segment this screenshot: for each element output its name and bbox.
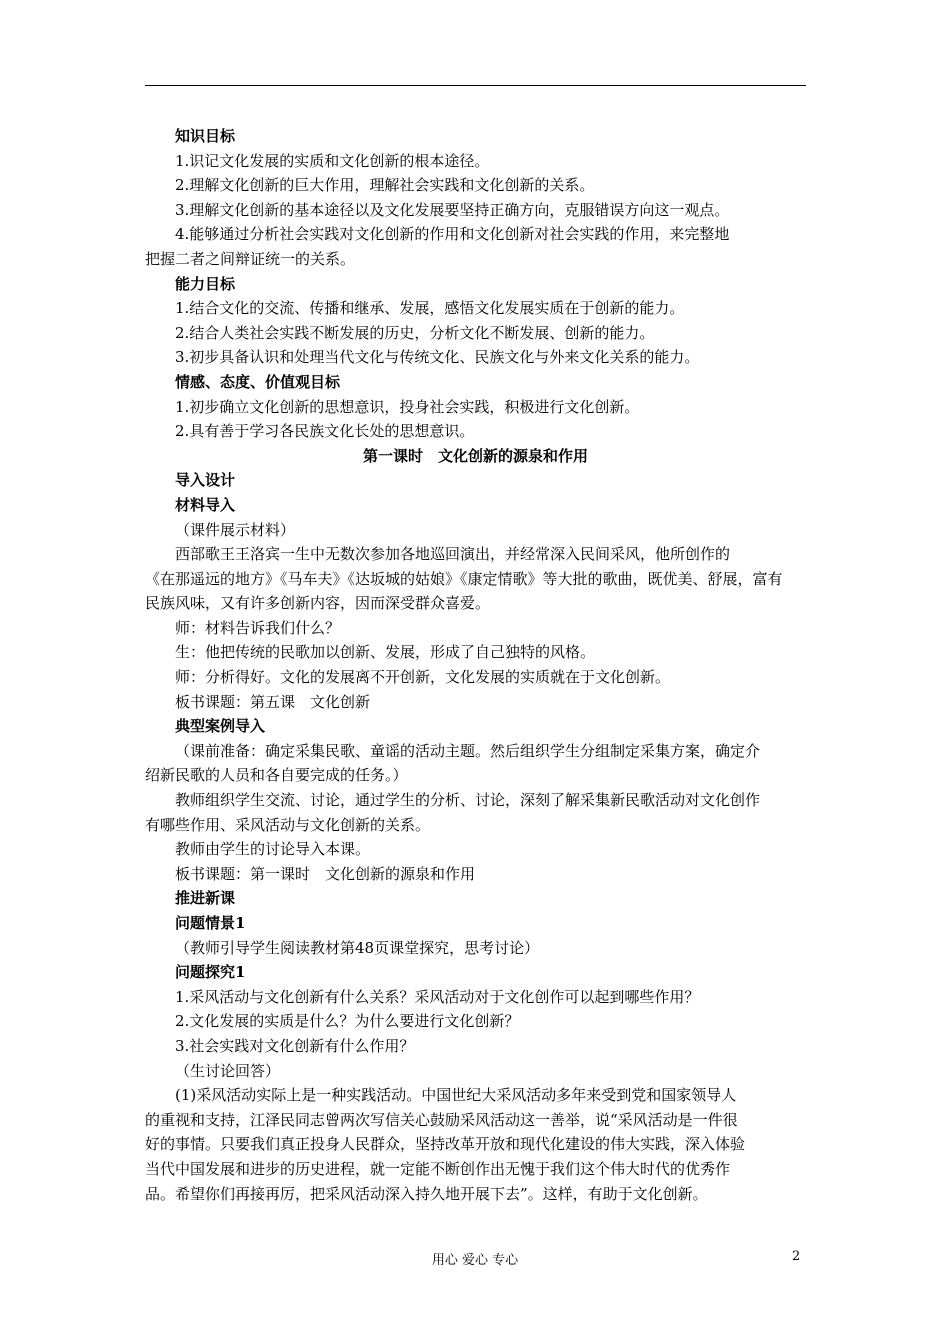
ability-item-3: 3.初步具备认识和处理当代文化与传统文化、民族文化与外来文化关系的能力。: [175, 348, 700, 367]
knowledge-item-1: 1.识记文化发展的实质和文化创新的根本途径。: [175, 151, 490, 170]
heading-material: 材料导入: [175, 495, 236, 514]
knowledge-item-2: 2.理解文化创新的巨大作用，理解社会实践和文化创新的关系。: [175, 176, 595, 195]
footer-slogan: 用心 爱心 专心: [431, 1253, 519, 1268]
material-line-8: 板书课题：第五课 文化创新: [175, 692, 371, 711]
heading-knowledge: 知识目标: [175, 127, 236, 145]
knowledge-item-4-cont: 把握二者之间辩证统一的关系。: [145, 249, 356, 268]
explore-line-6: 的重视和支持，江泽民同志曾两次写信关心鼓励采风活动这一善举，说“采风活动是一件很: [145, 1110, 738, 1129]
material-line-7: 师：分析得好。文化的发展离不开创新，文化发展的实质就在于文化创新。: [175, 668, 671, 687]
heading-explore: 问题探究1: [175, 963, 246, 982]
heading-emotion: 情感、态度、价值观目标: [175, 372, 341, 391]
heading-case: 典型案例导入: [175, 717, 266, 736]
material-line-2: 西部歌王王洛宾一生中无数次参加各地巡回演出，并经常深入民间采风，他所创作的: [175, 545, 731, 564]
knowledge-item-3: 3.理解文化创新的基本途径以及文化发展要坚持正确方向，克服错误方向这一观点。: [175, 200, 730, 219]
material-line-3: 《在那遥远的地方》《马车夫》《达坂城的姑娘》《康定情歌》等大批的歌曲，既优美、舒展，富有: [145, 569, 783, 588]
knowledge-item-4: 4.能够通过分析社会实践对文化创新的作用和文化创新对社会实践的作用，来完整地: [175, 225, 730, 244]
scenario-line: （教师引导学生阅读教材第48页课堂探究，思考讨论）: [175, 938, 540, 957]
ability-item-1: 1.结合文化的交流、传播和继承、发展，感悟文化发展实质在于创新的能力。: [175, 299, 685, 318]
explore-line-3: 3.社会实践对文化创新有什么作用？: [175, 1036, 415, 1055]
emotion-item-2: 2.具有善于学习各民族文化长处的思想意识。: [175, 422, 475, 441]
explore-line-2: 2.文化发展的实质是什么？为什么要进行文化创新？: [175, 1012, 520, 1031]
explore-line-1: 1.采风活动与文化创新有什么关系？采风活动对于文化创作可以起到哪些作用？: [175, 987, 700, 1006]
explore-line-5: (1)采风活动实际上是一种实践活动。中国世纪大采风活动多年来受到党和国家领导人: [175, 1086, 737, 1105]
document-body: [145, 124, 806, 1206]
ability-item-2: 2.结合人类社会实践不断发展的历史，分析文化不断发展、创新的能力。: [175, 323, 655, 342]
material-line-4: 民族风味，又有许多创新内容，因而深受群众喜爱。: [145, 594, 491, 613]
material-line-5: 师：材料告诉我们什么？: [175, 618, 341, 637]
case-line-4: 有哪些作用、采风活动与文化创新的关系。: [145, 815, 431, 834]
material-line-6: 生：他把传统的民歌加以创新、发展，形成了自己独特的风格。: [175, 643, 596, 662]
heading-scenario: 问题情景1: [175, 914, 246, 932]
header-rule: [145, 85, 806, 86]
explore-line-9: 品。希望你们再接再厉，把采风活动深入持久地开展下去”。这样，有助于文化创新。: [145, 1184, 708, 1203]
emotion-item-1: 1.初步确立文化创新的思想意识，投身社会实践，积极进行文化创新。: [175, 397, 640, 416]
case-line-6: 板书课题：第一课时 文化创新的源泉和作用: [175, 864, 476, 883]
case-line-5: 教师由学生的讨论导入本课。: [175, 840, 371, 859]
material-line-1: （课件展示材料）: [175, 520, 296, 539]
explore-line-4: （生讨论回答）: [175, 1061, 281, 1080]
heading-ability: 能力目标: [175, 274, 236, 293]
case-line-3: 教师组织学生交流、讨论，通过学生的分析、讨论，深刻了解采集新民歌活动对文化创作: [175, 791, 761, 810]
case-line-2: 绍新民歌的人员和各自要完成的任务。）: [145, 766, 408, 785]
explore-line-8: 当代中国发展和进步的历史进程，就一定能不断创作出无愧于我们这个伟大时代的优秀作: [145, 1159, 731, 1178]
case-line-1: （课前准备：确定采集民歌、童谣的活动主题。然后组织学生分组制定采集方案，确定介: [175, 741, 761, 760]
lesson-title: 第一课时 文化创新的源泉和作用: [362, 446, 588, 465]
heading-intro-design: 导入设计: [175, 471, 236, 490]
heading-advance: 推进新课: [175, 889, 236, 908]
explore-line-7: 好的事情。只要我们真正投身人民群众，坚持改革开放和现代化建设的伟大实践，深入体验: [145, 1135, 746, 1154]
page-number: 2: [792, 1249, 801, 1264]
